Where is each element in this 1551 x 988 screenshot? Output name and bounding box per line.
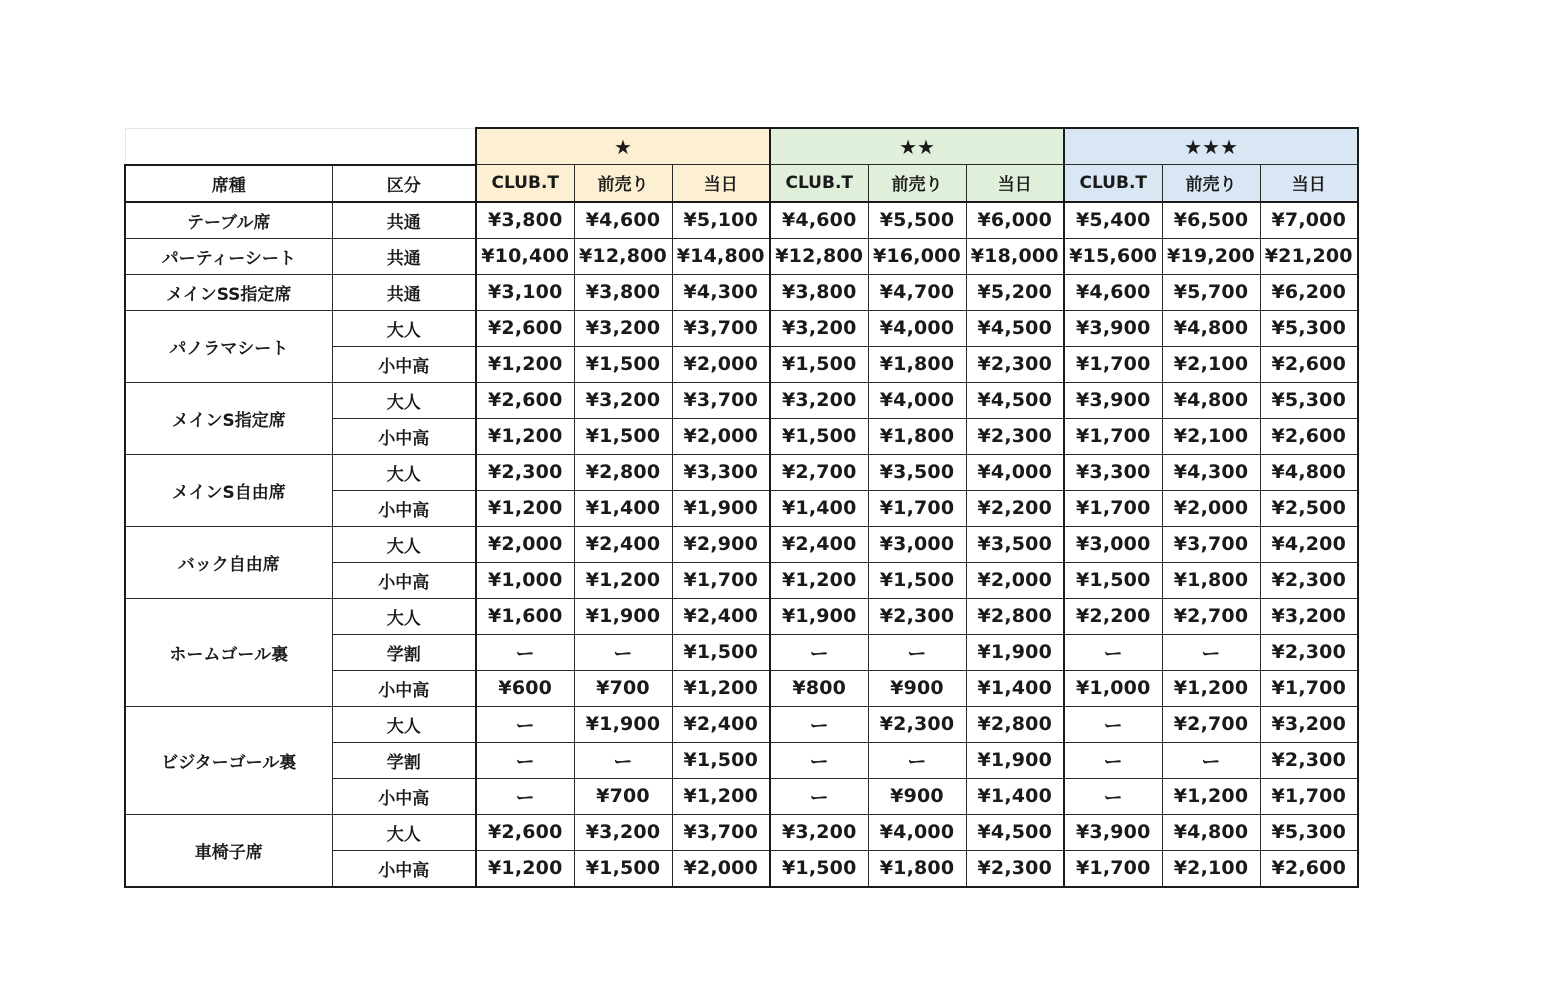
price-cell: ¥1,200: [476, 850, 574, 887]
price-cell: ¥5,700: [1162, 274, 1260, 310]
price-cell: ー: [770, 634, 868, 670]
price-cell: ¥1,700: [1064, 490, 1162, 526]
price-cell: ¥2,000: [672, 850, 770, 887]
price-cell: ¥1,500: [770, 850, 868, 887]
price-cell: ¥1,700: [672, 562, 770, 598]
price-cell: ¥1,700: [1064, 418, 1162, 454]
price-cell: ¥1,800: [868, 418, 966, 454]
price-cell: ¥6,200: [1260, 274, 1358, 310]
table-row: [125, 310, 1358, 346]
price-table: [124, 127, 1359, 888]
price-cell: ¥1,700: [1064, 346, 1162, 382]
price-cell: ¥2,200: [966, 490, 1064, 526]
price-cell: ¥2,600: [1260, 850, 1358, 887]
seat-type-cell: ビジターゴール裏: [125, 706, 332, 814]
price-cell: ¥2,200: [1064, 598, 1162, 634]
price-cell: ¥2,300: [1260, 742, 1358, 778]
price-cell: ¥1,900: [966, 742, 1064, 778]
price-cell: ¥4,800: [1162, 382, 1260, 418]
price-cell: ¥2,800: [574, 454, 672, 490]
price-cell: ¥2,900: [672, 526, 770, 562]
price-cell: ー: [1162, 742, 1260, 778]
seat-type-cell: ホームゴール裏: [125, 598, 332, 706]
category-cell: 共通: [332, 238, 476, 274]
seat-type-cell: メインSS指定席: [125, 274, 332, 310]
price-cell: ¥4,600: [770, 202, 868, 239]
price-cell: ー: [574, 634, 672, 670]
price-cell: ¥600: [476, 670, 574, 706]
price-cell: ー: [476, 742, 574, 778]
price-cell: ¥3,500: [868, 454, 966, 490]
price-cell: ¥800: [770, 670, 868, 706]
price-cell: ¥1,500: [770, 346, 868, 382]
tier-header-row: [125, 128, 1358, 165]
category-cell: 共通: [332, 202, 476, 239]
price-cell: ¥2,700: [1162, 598, 1260, 634]
price-cell: ¥2,600: [476, 382, 574, 418]
price-cell: ¥900: [868, 778, 966, 814]
price-cell: ¥3,700: [672, 310, 770, 346]
price-cell: ¥4,000: [966, 454, 1064, 490]
price-cell: ¥3,200: [1260, 706, 1358, 742]
tier-1-col-club-t: CLUB.T: [476, 165, 574, 202]
blank-corner-cell: [125, 128, 476, 165]
price-cell: ¥2,000: [1162, 490, 1260, 526]
price-cell: ー: [770, 778, 868, 814]
price-cell: ¥1,900: [574, 706, 672, 742]
price-cell: ¥5,200: [966, 274, 1064, 310]
price-cell: ¥4,500: [966, 382, 1064, 418]
price-cell: ¥2,700: [1162, 706, 1260, 742]
price-cell: ー: [770, 742, 868, 778]
category-cell: 小中高: [332, 778, 476, 814]
price-cell: ¥3,800: [476, 202, 574, 239]
price-cell: ¥2,300: [1260, 562, 1358, 598]
category-cell: 共通: [332, 274, 476, 310]
price-cell: ¥2,400: [770, 526, 868, 562]
tier-3-header: ★★★: [1064, 128, 1358, 165]
price-cell: ー: [1064, 742, 1162, 778]
price-cell: ¥3,200: [574, 382, 672, 418]
price-cell: ¥700: [574, 778, 672, 814]
category-cell: 小中高: [332, 346, 476, 382]
price-cell: ¥1,600: [476, 598, 574, 634]
price-cell: ¥3,000: [1064, 526, 1162, 562]
price-cell: ¥2,400: [574, 526, 672, 562]
price-cell: ¥3,500: [966, 526, 1064, 562]
category-cell: 小中高: [332, 490, 476, 526]
price-cell: ー: [770, 706, 868, 742]
price-cell: ¥1,700: [1064, 850, 1162, 887]
price-cell: ¥3,700: [672, 382, 770, 418]
price-cell: ¥4,200: [1260, 526, 1358, 562]
table-row: [125, 382, 1358, 418]
price-cell: ¥2,100: [1162, 850, 1260, 887]
price-cell: ¥4,800: [1162, 814, 1260, 850]
seat-type-cell: テーブル席: [125, 202, 332, 239]
tier-3-col-same-day: 当日: [1260, 165, 1358, 202]
tier-1-header: ★: [476, 128, 770, 165]
price-cell: ¥1,500: [770, 418, 868, 454]
table-row: [125, 238, 1358, 274]
category-cell: 小中高: [332, 562, 476, 598]
table-row: [125, 526, 1358, 562]
price-cell: ¥2,400: [672, 598, 770, 634]
table-body: [125, 202, 1358, 887]
price-cell: ¥1,500: [574, 418, 672, 454]
price-cell: ¥4,300: [1162, 454, 1260, 490]
price-cell: ¥2,700: [770, 454, 868, 490]
price-cell: ¥1,200: [1162, 670, 1260, 706]
price-cell: ¥3,700: [1162, 526, 1260, 562]
table-row: [125, 202, 1358, 239]
price-cell: ¥3,200: [1260, 598, 1358, 634]
price-cell: ¥700: [574, 670, 672, 706]
tier-2-col-same-day: 当日: [966, 165, 1064, 202]
table-row: [125, 274, 1358, 310]
category-cell: 大人: [332, 382, 476, 418]
price-cell: ¥3,300: [1064, 454, 1162, 490]
price-cell: ¥1,900: [574, 598, 672, 634]
price-cell: ¥21,200: [1260, 238, 1358, 274]
price-cell: ¥3,900: [1064, 310, 1162, 346]
price-cell: ¥2,300: [966, 346, 1064, 382]
seat-type-cell: パーティーシート: [125, 238, 332, 274]
price-cell: ¥3,900: [1064, 382, 1162, 418]
price-cell: ¥14,800: [672, 238, 770, 274]
price-cell: ¥1,200: [672, 778, 770, 814]
price-cell: ¥3,200: [770, 310, 868, 346]
price-cell: ¥4,500: [966, 814, 1064, 850]
price-cell: ¥2,300: [476, 454, 574, 490]
price-cell: ¥2,500: [1260, 490, 1358, 526]
table-header: [125, 128, 1358, 202]
price-cell: ¥2,300: [1260, 634, 1358, 670]
price-cell: ¥1,500: [868, 562, 966, 598]
price-cell: ¥1,800: [1162, 562, 1260, 598]
price-cell: ¥1,400: [966, 670, 1064, 706]
price-cell: ¥3,000: [868, 526, 966, 562]
seat-type-cell: メインS指定席: [125, 382, 332, 454]
price-cell: ¥2,100: [1162, 418, 1260, 454]
seat-type-cell: バック自由席: [125, 526, 332, 598]
price-cell: ¥15,600: [1064, 238, 1162, 274]
price-cell: ¥4,000: [868, 382, 966, 418]
price-cell: ー: [868, 742, 966, 778]
price-cell: ¥3,700: [672, 814, 770, 850]
price-cell: ¥2,800: [966, 598, 1064, 634]
price-cell: ¥1,500: [574, 850, 672, 887]
price-cell: ¥1,800: [868, 850, 966, 887]
price-cell: ー: [868, 634, 966, 670]
price-cell: ¥2,600: [476, 310, 574, 346]
price-cell: ¥2,600: [476, 814, 574, 850]
category-cell: 大人: [332, 598, 476, 634]
category-cell: 小中高: [332, 850, 476, 887]
price-cell: ¥5,300: [1260, 382, 1358, 418]
table-row: [125, 814, 1358, 850]
price-cell: ¥1,900: [966, 634, 1064, 670]
price-cell: ¥12,800: [770, 238, 868, 274]
price-cell: ¥1,200: [476, 346, 574, 382]
price-cell: ¥2,000: [476, 526, 574, 562]
category-cell: 小中高: [332, 670, 476, 706]
price-cell: ¥2,300: [868, 598, 966, 634]
price-cell: ¥3,100: [476, 274, 574, 310]
price-cell: ¥6,500: [1162, 202, 1260, 239]
price-cell: ー: [1064, 634, 1162, 670]
price-cell: ¥3,200: [770, 814, 868, 850]
price-cell: ¥1,900: [770, 598, 868, 634]
price-cell: ¥16,000: [868, 238, 966, 274]
price-cell: ¥1,700: [1260, 670, 1358, 706]
price-cell: ¥5,300: [1260, 310, 1358, 346]
price-cell: ー: [476, 634, 574, 670]
price-cell: ¥3,200: [770, 382, 868, 418]
price-cell: ¥1,000: [1064, 670, 1162, 706]
price-cell: ¥2,300: [966, 850, 1064, 887]
price-cell: ¥3,800: [574, 274, 672, 310]
table-row: [125, 706, 1358, 742]
price-cell: ー: [476, 706, 574, 742]
price-cell: ー: [1162, 634, 1260, 670]
category-cell: 小中高: [332, 418, 476, 454]
price-cell: ¥19,200: [1162, 238, 1260, 274]
price-cell: ¥2,300: [966, 418, 1064, 454]
price-cell: ¥4,800: [1162, 310, 1260, 346]
price-cell: ¥3,900: [1064, 814, 1162, 850]
tier-1-col-advance: 前売り: [574, 165, 672, 202]
price-cell: ー: [574, 742, 672, 778]
seat-type-cell: メインS自由席: [125, 454, 332, 526]
price-cell: ¥12,800: [574, 238, 672, 274]
price-cell: ¥1,500: [672, 634, 770, 670]
price-cell: ¥2,400: [672, 706, 770, 742]
price-cell: ¥2,600: [1260, 346, 1358, 382]
price-cell: ¥10,400: [476, 238, 574, 274]
price-cell: ¥4,600: [1064, 274, 1162, 310]
price-cell: ¥2,000: [672, 418, 770, 454]
category-cell: 大人: [332, 526, 476, 562]
category-cell: 学割: [332, 634, 476, 670]
seat-type-cell: 車椅子席: [125, 814, 332, 887]
price-cell: ¥1,900: [672, 490, 770, 526]
price-cell: ¥1,200: [476, 418, 574, 454]
price-cell: ¥4,800: [1260, 454, 1358, 490]
price-cell: ¥1,200: [574, 562, 672, 598]
price-cell: ¥1,500: [1064, 562, 1162, 598]
tier-3-col-club-t: CLUB.T: [1064, 165, 1162, 202]
column-header-row: [125, 165, 1358, 202]
price-cell: ¥2,600: [1260, 418, 1358, 454]
category-cell: 大人: [332, 454, 476, 490]
category-header: 区分: [332, 165, 476, 202]
price-cell: ¥3,300: [672, 454, 770, 490]
price-cell: ー: [476, 778, 574, 814]
tier-2-col-club-t: CLUB.T: [770, 165, 868, 202]
price-cell: ¥4,700: [868, 274, 966, 310]
price-cell: ¥2,100: [1162, 346, 1260, 382]
price-cell: ¥6,000: [966, 202, 1064, 239]
price-cell: ¥3,200: [574, 814, 672, 850]
price-cell: ¥4,300: [672, 274, 770, 310]
price-cell: ¥1,400: [966, 778, 1064, 814]
price-cell: ¥1,500: [672, 742, 770, 778]
seat-type-cell: パノラマシート: [125, 310, 332, 382]
table-row: [125, 598, 1358, 634]
price-cell: ¥2,000: [672, 346, 770, 382]
price-cell: ¥2,000: [966, 562, 1064, 598]
price-cell: ¥1,000: [476, 562, 574, 598]
price-cell: ¥1,200: [770, 562, 868, 598]
price-cell: ¥4,600: [574, 202, 672, 239]
price-cell: ¥3,800: [770, 274, 868, 310]
category-cell: 大人: [332, 706, 476, 742]
tier-1-col-same-day: 当日: [672, 165, 770, 202]
price-cell: ¥5,100: [672, 202, 770, 239]
price-cell: ¥2,800: [966, 706, 1064, 742]
category-cell: 学割: [332, 742, 476, 778]
price-cell: ¥5,400: [1064, 202, 1162, 239]
price-cell: ¥1,500: [574, 346, 672, 382]
price-cell: ¥4,000: [868, 310, 966, 346]
price-cell: ¥3,200: [574, 310, 672, 346]
price-cell: ¥4,000: [868, 814, 966, 850]
price-cell: ¥7,000: [1260, 202, 1358, 239]
category-cell: 大人: [332, 814, 476, 850]
price-cell: ¥1,200: [476, 490, 574, 526]
price-cell: ¥900: [868, 670, 966, 706]
price-cell: ー: [1064, 706, 1162, 742]
price-cell: ¥5,500: [868, 202, 966, 239]
price-cell: ¥18,000: [966, 238, 1064, 274]
category-cell: 大人: [332, 310, 476, 346]
price-cell: ¥1,200: [1162, 778, 1260, 814]
price-cell: ー: [1064, 778, 1162, 814]
price-cell: ¥2,300: [868, 706, 966, 742]
price-cell: ¥1,800: [868, 346, 966, 382]
price-cell: ¥1,200: [672, 670, 770, 706]
table-row: [125, 454, 1358, 490]
price-cell: ¥1,700: [1260, 778, 1358, 814]
price-cell: ¥4,500: [966, 310, 1064, 346]
price-cell: ¥1,700: [868, 490, 966, 526]
tier-2-header: ★★: [770, 128, 1064, 165]
price-cell: ¥1,400: [574, 490, 672, 526]
price-cell: ¥1,400: [770, 490, 868, 526]
price-cell: ¥5,300: [1260, 814, 1358, 850]
tier-3-col-advance: 前売り: [1162, 165, 1260, 202]
seat-type-header: 席種: [125, 165, 332, 202]
tier-2-col-advance: 前売り: [868, 165, 966, 202]
